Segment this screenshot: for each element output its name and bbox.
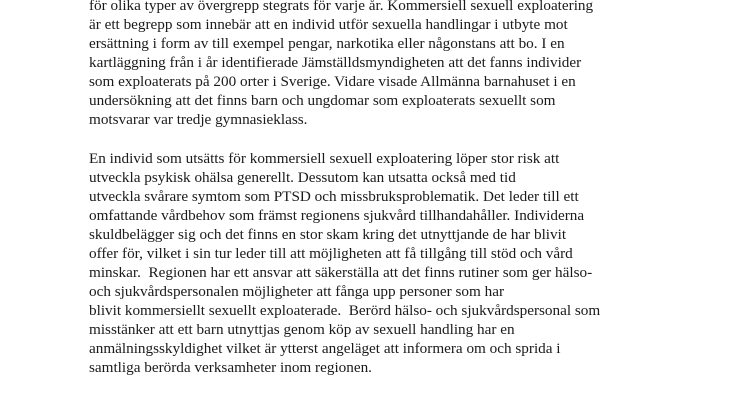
text-line: utveckla svårare symtom som PTSD och missbruksproblematik. Det leder till ett — [89, 188, 579, 205]
text-line: utveckla psykisk ohälsa generellt. Dessutom kan utsatta också med tid — [89, 169, 516, 186]
text-line: En individ som utsätts för kommersiell sexuell exploatering löper stor risk att — [89, 150, 560, 167]
text-line: skuldbelägger sig och det finns en stor skam kring det utnyttjande de har blivit — [89, 226, 567, 243]
text-line: omfattande vårdbehov som främst regionens sjukvård tillhandahåller. Individerna — [89, 207, 585, 224]
text-line: undersökning att det finns barn och ungdomar som exploaterats sexuellt som — [89, 92, 556, 109]
paragraph-exploitation-definition — [89, 0, 669, 129]
text-line: blivit kommersiellt sexuellt exploaterade. Berörd hälso- och sjukvårdspersonal som — [89, 302, 601, 319]
text-line: motsvarar var tredje gymnasieklass. — [89, 111, 308, 128]
text-line: minskar. Regionen har ett ansvar att säkerställa att det finns rutiner som ger hälso- — [89, 264, 593, 281]
text-line: offer för, vilket i sin tur leder till att möjligheten att få tillgång till stöd och vård — [89, 245, 573, 262]
text-line: som exploaterats på 200 orter i Sverige. Vidare visade Allmänna barnahuset i en — [89, 73, 576, 90]
text-line: ersättning i form av till exempel pengar, narkotika eller någonstans att bo. I en — [89, 35, 565, 52]
text-line: och sjukvårdspersonalen möjligheter att fånga upp personer som har — [89, 283, 505, 300]
paragraph-health-consequences — [89, 149, 669, 377]
text-line: misstänker att ett barn utnyttjas genom köp av sexuell handling har en — [89, 321, 515, 338]
text-line: kartläggning från i år identifierade Jämställdsmyndigheten att det fanns individer — [89, 54, 582, 71]
text-line: samtliga berörda verksamheter inom regionen. — [89, 359, 372, 376]
text-line: för olika typer av övergrepp stegrats för varje år. Kommersiell sexuell exploatering — [89, 0, 594, 14]
text-line: är ett begrepp som innebär att en individ utför sexuella handlingar i utbyte mot — [89, 16, 568, 33]
text-line: anmälningsskyldighet vilket är ytterst angeläget att informera om och sprida i — [89, 340, 561, 357]
